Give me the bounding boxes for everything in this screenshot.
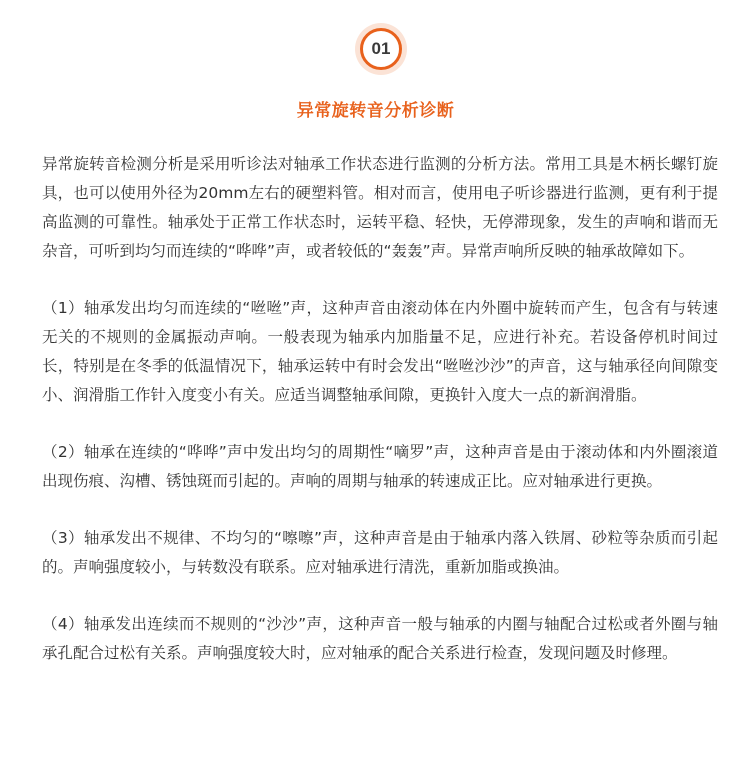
fault-item-3: （3）轴承发出不规律、不均匀的“嚓嚓”声，这种声音是由于轴承内落入铁屑、砂粒等杂质而引起的。声响强度较小，与转数没有联系。应对轴承进行清洗，重新加脂或换油。	[42, 529, 718, 576]
section-number: 01	[360, 28, 402, 70]
fault-item-2: （2）轴承在连续的“哗哗”声中发出均匀的周期性“嘀罗”声，这种声音是由于滚动体和内外圈滚道出现伤痕、沟槽、锈蚀斑而引起的。声响的周期与轴承的转速成正比。应对轴承进行更换。	[42, 443, 718, 490]
section-title: 异常旋转音分析诊断	[296, 101, 455, 121]
fault-item-1: （1）轴承发出均匀而连续的“咝咝”声，这种声音由滚动体在内外圈中旋转而产生，包含有与转速无关的不规则的金属振动声响。一般表现为轴承内加脂量不足，应进行补充。若设备停机时间过长，特别是在冬季的低温情况下，轴承运转中有时会发出“咝咝沙沙”的声音，这与轴承径向间隙变小、润滑脂工作针入度变小有关。应适当调整轴承间隙，更换针入度大一点的新润滑脂。	[42, 299, 718, 404]
intro-paragraph: 异常旋转音检测分析是采用听诊法对轴承工作状态进行监测的分析方法。常用工具是木柄长螺钉旋具，也可以使用外径为20mm左右的硬塑料管。相对而言，使用电子听诊器进行监测，更有利于提高监测的可靠性。轴承处于正常工作状态时，运转平稳、轻快，无停滞现象，发生的声响和谐而无杂音，可听到均匀而连续的“哗哗”声，或者较低的“轰轰”声。异常声响所反映的轴承故障如下。	[42, 155, 718, 260]
section-number-badge	[355, 23, 407, 75]
article-body	[42, 150, 718, 696]
fault-item-4: （4）轴承发出连续而不规则的“沙沙”声，这种声音一般与轴承的内圈与轴配合过松或者外圈与轴承孔配合过松有关系。声响强度较大时，应对轴承的配合关系进行检查，发现问题及时修理。	[42, 615, 718, 662]
